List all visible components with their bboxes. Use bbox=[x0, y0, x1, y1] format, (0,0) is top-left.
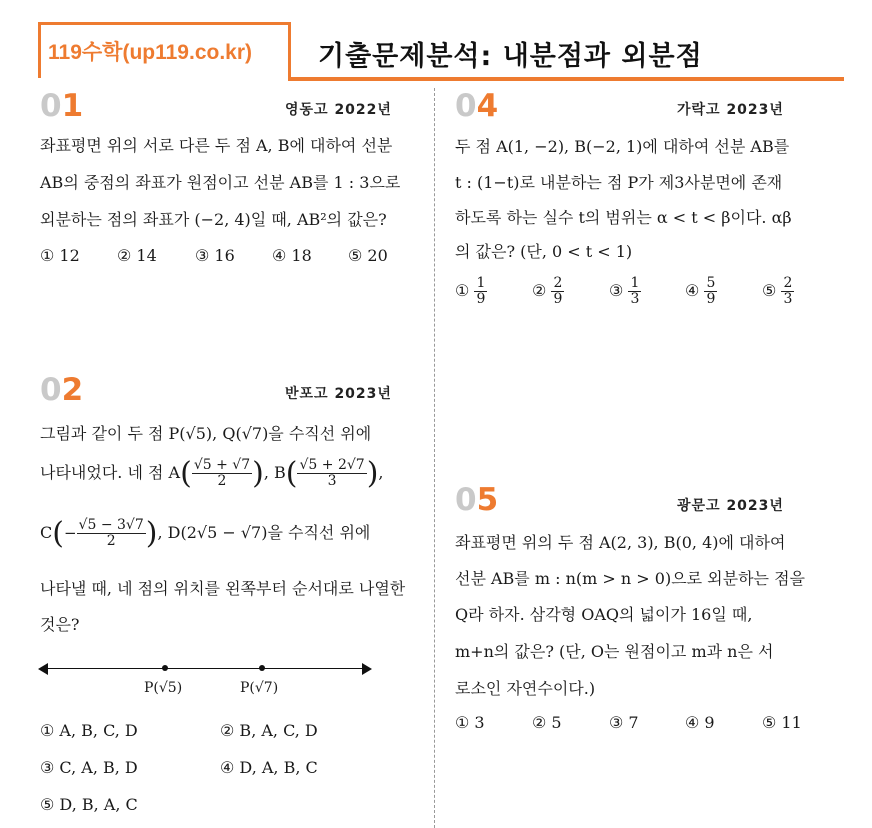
choice[interactable]: ① 12 bbox=[40, 246, 80, 265]
number-line-arrow-left bbox=[38, 663, 48, 675]
choice[interactable]: ③ 7 bbox=[609, 713, 639, 732]
question-5-line-3: Q라 하자. 삼각형 OAQ의 넓이가 16일 때, bbox=[455, 605, 753, 624]
question-1-line-1: 좌표평면 위의 서로 다른 두 점 A, B에 대하여 선분 bbox=[40, 136, 393, 155]
question-5-line-2: 선분 AB를 m : n(m > n > 0)으로 외분하는 점을 bbox=[455, 569, 806, 588]
fraction-c: $\frac{√5 - 3√7}{2}$ bbox=[78, 517, 144, 549]
choice[interactable]: ② B, A, C, D bbox=[220, 721, 318, 740]
page-title: 기출문제분석: 내분점과 외분점 bbox=[318, 41, 703, 72]
choice[interactable]: ④ $\frac{5}{9}$ bbox=[685, 275, 716, 307]
choice[interactable]: ③ C, A, B, D bbox=[40, 758, 138, 777]
question-number-1: 01 bbox=[40, 88, 84, 124]
brand-label: 119수학(up119.co.kr) bbox=[48, 41, 252, 64]
question-number-2: 02 bbox=[40, 372, 84, 408]
header-rule bbox=[288, 77, 844, 81]
question-4-line-3: 하도록 하는 실수 t의 범위는 α < t < β이다. αβ bbox=[455, 208, 792, 227]
question-1-source: 영동고 2022년 bbox=[285, 102, 392, 118]
point-q-label: P(√7) bbox=[240, 680, 279, 696]
question-1-line-2: AB의 중점의 좌표가 원점이고 선분 AB를 1 : 3으로 bbox=[40, 173, 401, 192]
point-p-marker bbox=[162, 665, 168, 671]
header-divider bbox=[288, 22, 291, 80]
choice[interactable]: ① A, B, C, D bbox=[40, 721, 138, 740]
choice[interactable]: ④ D, A, B, C bbox=[220, 758, 318, 777]
choice[interactable]: ⑤ $\frac{2}{3}$ bbox=[762, 275, 793, 307]
question-2-line-2: 나타내었다. 네 점 A( $\frac{√5 + √7}{2}$ ), B( $\frac{√5 + 2√7}{3}$ ), bbox=[40, 456, 384, 491]
question-4-line-2: t : (1−t)로 내분하는 점 P가 제3사분면에 존재 bbox=[455, 173, 783, 192]
choice[interactable]: ④ 18 bbox=[272, 246, 312, 265]
question-2-line-5: 것은? bbox=[40, 615, 80, 634]
question-5-source: 광문고 2023년 bbox=[677, 498, 784, 514]
question-2-line-1: 그림과 같이 두 점 P(√5), Q(√7)을 수직선 위에 bbox=[40, 424, 372, 443]
point-p-label: P(√5) bbox=[144, 680, 183, 696]
choice[interactable]: ⑤ D, B, A, C bbox=[40, 795, 138, 814]
choice[interactable]: ② $\frac{2}{9}$ bbox=[532, 275, 563, 307]
point-q-marker bbox=[259, 665, 265, 671]
choice[interactable]: ③ $\frac{1}{3}$ bbox=[609, 275, 640, 307]
question-4-line-4: 의 값은? (단, 0 < t < 1) bbox=[455, 242, 633, 261]
question-4-line-1: 두 점 A(1, −2), B(−2, 1)에 대하여 선분 AB를 bbox=[455, 137, 790, 156]
question-5-line-5: 로소인 자연수이다.) bbox=[455, 679, 596, 698]
question-number-4: 04 bbox=[455, 88, 499, 124]
question-4-source: 가락고 2023년 bbox=[677, 102, 784, 118]
question-1-line-3: 외분하는 점의 좌표가 (−2, 4)일 때, AB²의 값은? bbox=[40, 210, 387, 229]
choice[interactable]: ⑤ 20 bbox=[348, 246, 388, 265]
choice[interactable]: ② 14 bbox=[117, 246, 157, 265]
column-divider bbox=[434, 88, 435, 828]
choice[interactable]: ④ 9 bbox=[685, 713, 715, 732]
question-number-5: 05 bbox=[455, 482, 499, 518]
number-line bbox=[42, 668, 368, 669]
choice[interactable]: ⑤ 11 bbox=[762, 713, 802, 732]
question-2-line-3: C(− $\frac{√5 - 3√7}{2}$ ), D(2√5 − √7)을 수직선 위에 bbox=[40, 516, 371, 551]
choice[interactable]: ① 3 bbox=[455, 713, 485, 732]
choice[interactable]: ③ 16 bbox=[195, 246, 235, 265]
question-5-line-1: 좌표평면 위의 두 점 A(2, 3), B(0, 4)에 대하여 bbox=[455, 533, 786, 552]
choice[interactable]: ② 5 bbox=[532, 713, 562, 732]
question-2-source: 반포고 2023년 bbox=[285, 386, 392, 402]
fraction-b: $\frac{√5 + 2√7}{3}$ bbox=[299, 457, 365, 489]
question-2-line-4: 나타낼 때, 네 점의 위치를 왼쪽부터 순서대로 나열한 bbox=[40, 579, 406, 598]
question-5-line-4: m+n의 값은? (단, O는 원점이고 m과 n은 서 bbox=[455, 642, 774, 661]
choice[interactable]: ① $\frac{1}{9}$ bbox=[455, 275, 486, 307]
fraction-a: $\frac{√5 + √7}{2}$ bbox=[193, 457, 251, 489]
number-line-arrow-right bbox=[362, 663, 372, 675]
